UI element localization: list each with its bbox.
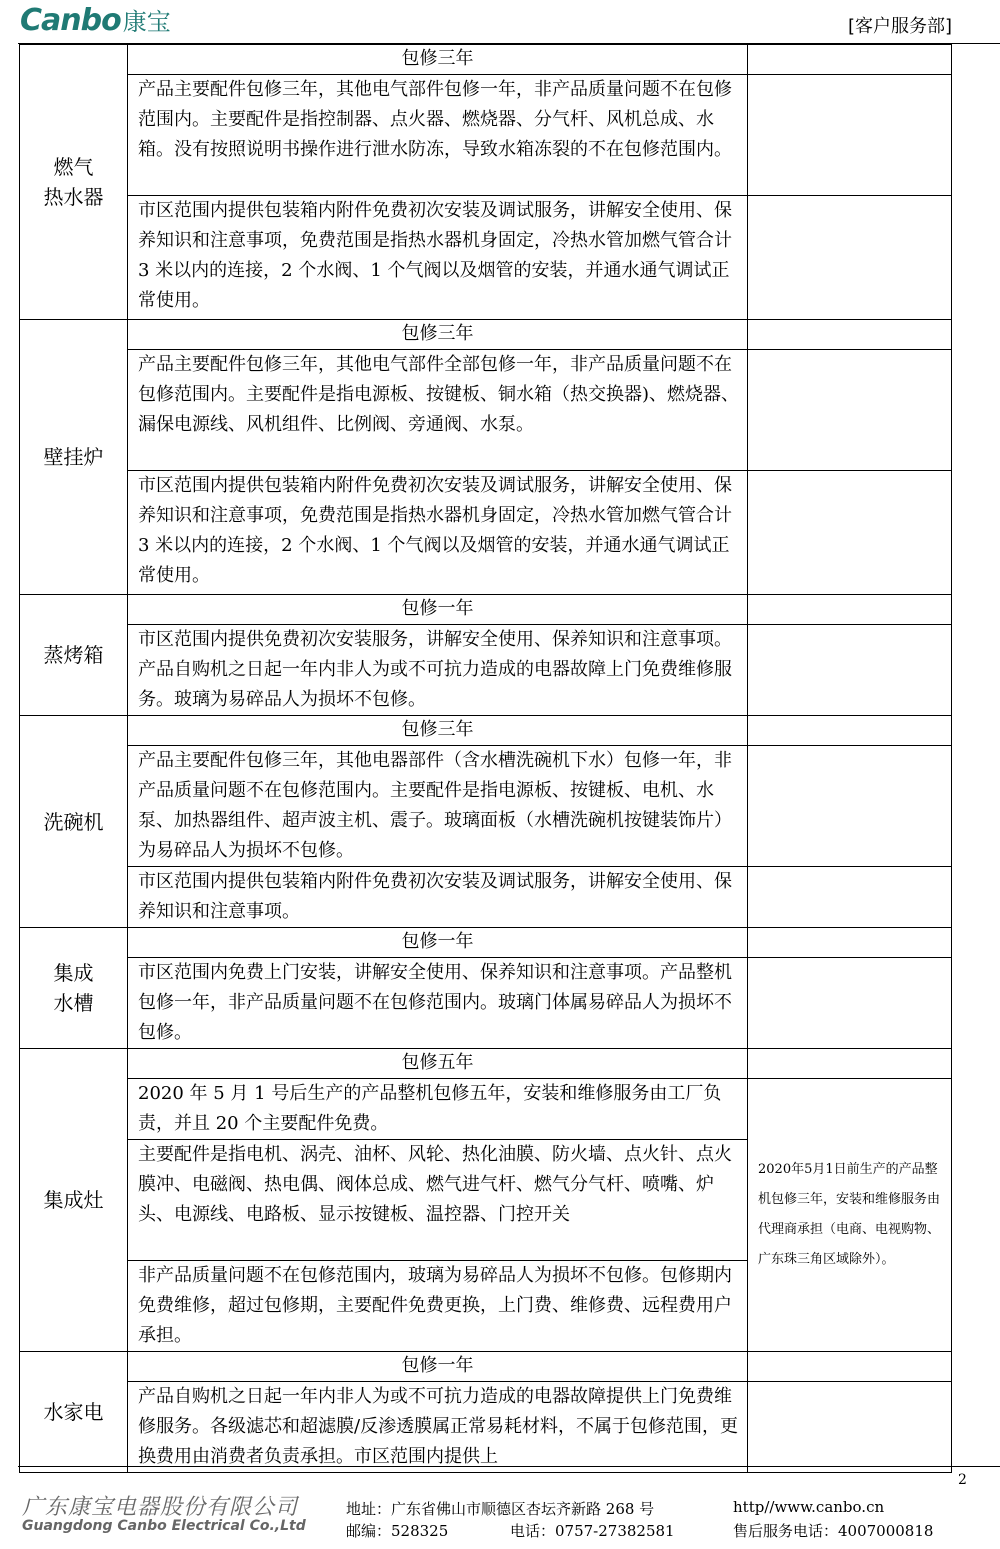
remark-cell <box>748 75 952 196</box>
warranty-text: 市区范围内免费上门安装，讲解安全使用、保养知识和注意事项。产品整机包修一年，非产品质量问题不在包修范围内。玻璃门体属易碎品人为损坏不包修。 <box>128 958 748 1049</box>
warranty-text: 产品主要配件包修三年，其他电气部件包修一年，非产品质量问题不在包修范围内。主要配件是指控制器、点火器、燃烧器、分气杆、风机总成、水箱。没有按照说明书操作进行泄水防冻，导致水箱冻裂的不在包修范围内。 <box>128 75 748 196</box>
remark-cell <box>748 196 952 320</box>
remark-note: 2020年5月1日前生产的产品整机包修三年，安装和维修服务由代理商承担（电商、电视购物、广东珠三角区域除外）。 <box>748 1079 952 1352</box>
warranty-heading: 包修一年 <box>128 1352 748 1382</box>
remark-cell <box>748 1382 952 1473</box>
warranty-heading: 包修一年 <box>128 595 748 625</box>
product-dishwasher <box>20 716 128 928</box>
remark-cell <box>748 595 952 625</box>
canbo-logo <box>20 2 171 38</box>
product-name-line: 水家电 <box>43 1400 104 1424</box>
installation-text: 市区范围内提供包装箱内附件免费初次安装及调试服务，讲解安全使用、保养知识和注意事项，免费范围是指热水器机身固定，冷热水管加燃气管合计 3 米以内的连接，2 个水阀、1 个气阀以及烟管的安装，并通水通气调试正常使用。 <box>128 196 748 320</box>
remark-cell <box>748 350 952 471</box>
remark-cell <box>748 746 952 867</box>
warranty-text: 产品主要配件包修三年，其他电气部件全部包修一年，非产品质量问题不在包修范围内。主要配件是指电源板、按键板、铜水箱（热交换器)、燃烧器、漏保电源线、风机组件、比例阀、旁通阀、水泵。 <box>128 350 748 471</box>
warranty-heading: 包修三年 <box>128 320 748 350</box>
page-footer <box>0 1490 1000 1549</box>
product-wall-boiler <box>20 320 128 595</box>
page-number: 2 <box>958 1472 967 1488</box>
remark-cell <box>748 1049 952 1079</box>
department-label: [客户服务部] <box>847 16 952 37</box>
product-name-line: 蒸烤箱 <box>43 643 104 667</box>
product-name-line: 集成 <box>53 961 94 985</box>
warranty-text: 产品主要配件包修三年，其他电器部件（含水槽洗碗机下水）包修一年，非产品质量问题不在包修范围内。主要配件是指电源板、按键板、电机、水泵、加热器组件、超声波主机、震子。玻璃面板（水槽洗碗机按键装饰片）为易碎品人为损坏不包修。 <box>128 746 748 867</box>
product-integrated-stove <box>20 1049 128 1352</box>
remark-cell <box>748 867 952 928</box>
remark-cell <box>748 928 952 958</box>
remark-cell <box>748 320 952 350</box>
logo-cn: 康宝 <box>122 8 171 36</box>
warranty-heading: 包修三年 <box>128 45 748 75</box>
website-link[interactable]: http//www.canbo.cn <box>733 1498 885 1516</box>
remark-cell <box>748 1352 952 1382</box>
product-name-line: 洗碗机 <box>43 809 104 834</box>
warranty-heading: 包修一年 <box>128 928 748 958</box>
phone: 电话：0757-27382581 <box>510 1522 675 1540</box>
postcode: 邮编：528325 <box>346 1522 449 1540</box>
product-water-appliance <box>20 1352 128 1473</box>
warranty-heading: 包修五年 <box>128 1049 748 1079</box>
product-name-line: 集成灶 <box>43 1188 104 1212</box>
installation-text: 市区范围内提供包装箱内附件免费初次安装及调试服务，讲解安全使用、保养知识和注意事项。 <box>128 867 748 928</box>
company-name-cn: 广东康宝电器股份有限公司 <box>22 1495 299 1520</box>
warranty-text: 产品自购机之日起一年内非人为或不可抗力造成的电器故障提供上门免费维修服务。各级滤芯和超滤膜/反渗透膜属正常易耗材料，不属于包修范围，更换费用由消费者负责承担。市区范围内提供上 <box>128 1382 748 1473</box>
installation-text: 市区范围内提供包装箱内附件免费初次安装及调试服务，讲解安全使用、保养知识和注意事项，免费范围是指热水器机身固定，冷热水管加燃气管合计 3 米以内的连接，2 个水阀、1 个气阀以及烟管的安装，并通水通气调试正常使用。 <box>128 471 748 595</box>
remark-cell <box>748 716 952 746</box>
main-parts-text: 主要配件是指电机、涡壳、油杯、风轮、热化油膜、防火墙、点火针、点火膜冲、电磁阀、热电偶、阀体总成、燃气进气杆、燃气分气杆、喷嘴、炉头、电源线、电路板、显示按键板、温控器、门控开关 <box>128 1140 748 1261</box>
warranty-text: 市区范围内提供免费初次安装服务，讲解安全使用、保养知识和注意事项。产品自购机之日起一年内非人为或不可抗力造成的电器故障上门免费维修服务。玻璃为易碎品人为损坏不包修。 <box>128 625 748 716</box>
warranty-text: 2020 年 5 月 1 号后生产的产品整机包修五年，安装和维修服务由工厂负责，并且 20 个主要配件免费。 <box>128 1079 748 1140</box>
remark-cell <box>748 45 952 75</box>
remark-cell <box>748 625 952 716</box>
page-header <box>0 0 1000 44</box>
warranty-heading: 包修三年 <box>128 716 748 746</box>
product-name-line: 燃气 <box>53 155 94 179</box>
service-phone: 售后服务电话：4007000818 <box>733 1522 934 1540</box>
company-name-en: Guangdong Canbo Electrical Co.,Ltd <box>22 1518 306 1534</box>
footer-divider <box>18 1466 1000 1467</box>
product-name-line: 壁挂炉 <box>43 445 104 469</box>
remark-cell <box>748 958 952 1049</box>
remark-cell <box>748 471 952 595</box>
product-name-line: 热水器 <box>43 185 104 209</box>
address: 地址：广东省佛山市顺德区杏坛齐新路 268 号 <box>346 1500 655 1518</box>
product-gas-water-heater <box>20 45 128 320</box>
product-name-line: 水槽 <box>53 991 94 1015</box>
warranty-table <box>19 44 952 1473</box>
logo-text: Canbo <box>20 3 121 38</box>
exclusion-text: 非产品质量问题不在包修范围内，玻璃为易碎品人为损坏不包修。包修期内免费维修，超过包修期，主要配件免费更换，上门费、维修费、远程费用户承担。 <box>128 1261 748 1352</box>
product-steam-oven <box>20 595 128 716</box>
product-integrated-sink <box>20 928 128 1049</box>
